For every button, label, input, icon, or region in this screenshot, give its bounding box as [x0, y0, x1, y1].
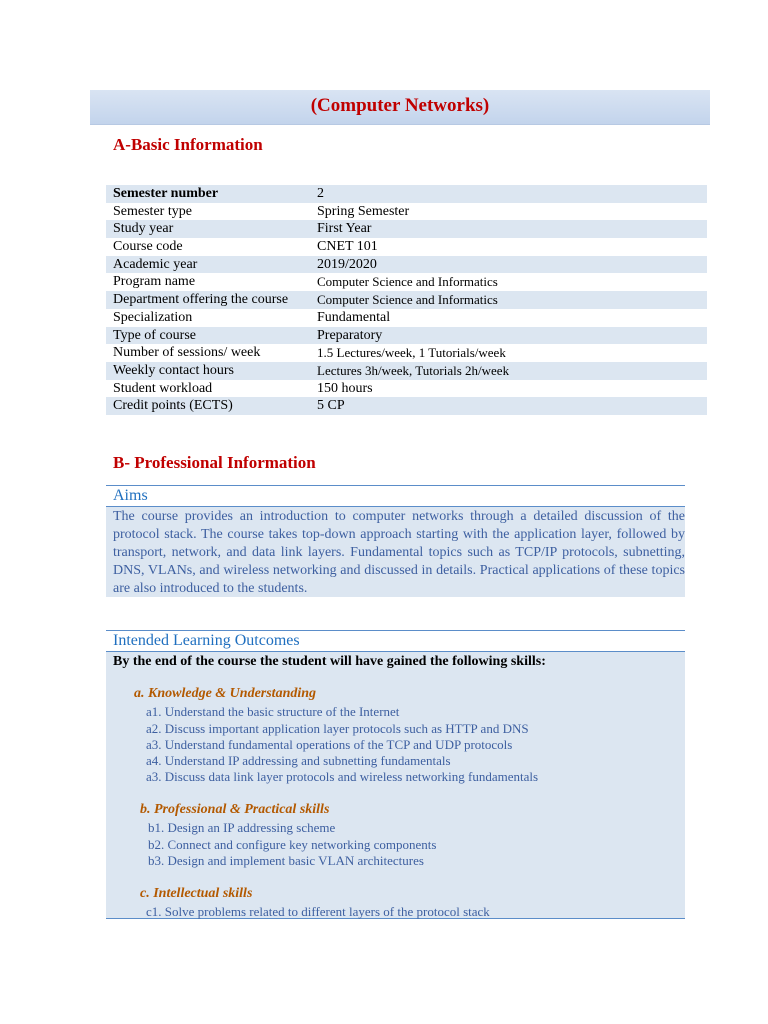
practical-item: b2. Connect and configure key networking components — [148, 837, 437, 852]
knowledge-item: a4. Understand IP addressing and subnetting fundamentals — [146, 753, 451, 768]
row-label: Number of sessions/ week — [113, 345, 261, 361]
row-label: Program name — [113, 274, 196, 290]
row-value: Fundamental — [317, 309, 391, 325]
row-value: 2 — [310, 185, 707, 203]
row-value: Preparatory — [310, 327, 707, 345]
row-value: Lectures 3h/week, Tutorials 2h/week — [310, 362, 707, 380]
knowledge-title: a. Knowledge & Understanding — [134, 686, 317, 701]
practical-title: b. Professional & Practical skills — [140, 802, 330, 817]
knowledge-item: a3. Understand fundamental operations of the TCP and UDP protocols — [146, 737, 513, 752]
row-label: Student workload — [113, 380, 213, 396]
practical-item: b3. Design and implement basic VLAN architectures — [148, 853, 424, 868]
row-label: Academic year — [106, 256, 310, 274]
row-label: Specialization — [113, 309, 193, 325]
table-row — [106, 291, 707, 309]
table-row — [106, 185, 707, 203]
section-a-heading: A-Basic Information — [113, 135, 263, 154]
basic-info-table — [106, 185, 707, 415]
row-label: Semester number — [106, 185, 310, 203]
knowledge-item: a2. Discuss important application layer protocols such as HTTP and DNS — [146, 721, 529, 736]
intellectual-item: c1. Solve problems related to different layers of the protocol stack — [146, 904, 490, 919]
row-label: Department offering the course — [106, 291, 310, 309]
ilo-box — [106, 630, 685, 919]
document-title: (Computer Networks) — [90, 90, 710, 125]
row-value: First Year — [310, 220, 707, 238]
ilo-body — [106, 652, 685, 918]
knowledge-item: a3. Discuss data link layer protocols and wireless networking fundamentals — [146, 769, 539, 784]
row-value: Computer Science and Informatics — [310, 291, 707, 309]
row-label: Course code — [113, 239, 183, 255]
table-row — [106, 238, 707, 256]
row-value: Spring Semester — [317, 203, 410, 219]
aims-text: The course provides an introduction to computer networks through a detailed discussion of the protocol stack. The course takes top-down approach starting with the application layer, followed by transport, network, and data link layers. Fundamental topics such as TCP/IP protocols, subnetting, DNS, VLANs, and wireless networking and discussed in details. Practical applications of these topics are also introduced to the students. — [106, 507, 685, 597]
row-value: Computer Science and Informatics — [317, 274, 498, 290]
row-value: 5 CP — [310, 397, 707, 415]
row-label: Type of course — [106, 327, 310, 345]
table-row — [106, 327, 707, 345]
practical-item: b1. Design an IP addressing scheme — [148, 820, 336, 835]
table-row — [106, 380, 707, 398]
table-row — [106, 309, 707, 327]
aims-box — [106, 485, 685, 597]
table-row — [106, 362, 707, 380]
intellectual-title: c. Intellectual skills — [140, 886, 253, 901]
table-row — [106, 273, 707, 291]
table-row — [106, 397, 707, 415]
knowledge-item: a1. Understand the basic structure of the Internet — [146, 704, 400, 719]
row-value: 150 hours — [317, 380, 373, 396]
row-label: Study year — [106, 220, 310, 238]
row-label: Weekly contact hours — [106, 362, 310, 380]
table-row — [106, 203, 707, 221]
table-row — [106, 256, 707, 274]
row-label: Credit points (ECTS) — [106, 397, 310, 415]
row-label: Semester type — [113, 203, 192, 219]
table-row — [106, 344, 707, 362]
table-row — [106, 220, 707, 238]
row-value: CNET 101 — [317, 239, 378, 255]
ilo-caption: Intended Learning Outcomes — [106, 631, 685, 652]
row-value: 1.5 Lectures/week, 1 Tutorials/week — [317, 345, 506, 361]
ilo-intro: By the end of the course the student will have gained the following skills: — [113, 654, 546, 669]
section-b-heading: B- Professional Information — [113, 453, 316, 472]
aims-caption: Aims — [106, 486, 685, 507]
row-value: 2019/2020 — [310, 256, 707, 274]
